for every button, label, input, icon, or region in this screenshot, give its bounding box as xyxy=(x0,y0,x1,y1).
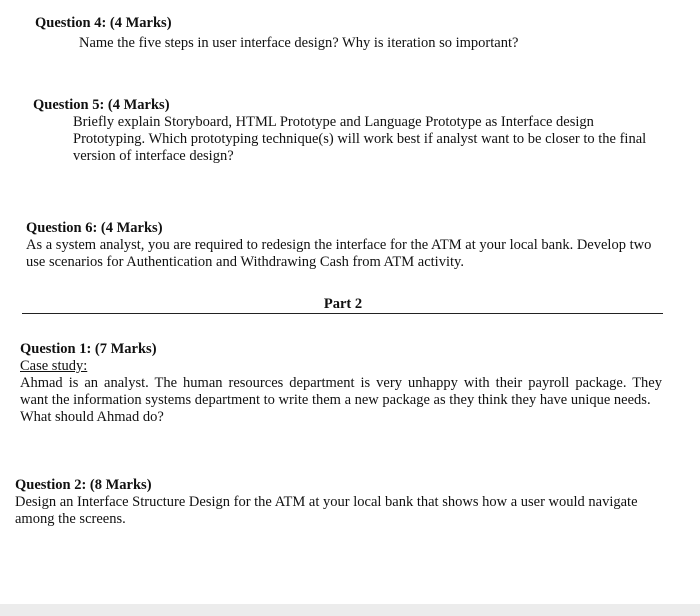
question-6-line-2: use scenarios for Authentication and Withdrawing Cash from ATM activity. xyxy=(26,254,464,270)
part-2-question-1-line-3: What should Ahmad do? xyxy=(20,409,164,425)
part-2-question-2-title: Question 2: (8 Marks) xyxy=(15,477,152,493)
question-5-line-2: Prototyping. Which prototyping technique(s) will work best if analyst want to be closer to the final xyxy=(73,131,647,147)
part-2-question-2 xyxy=(15,477,638,528)
part-2-question-1-line-2: want the information systems department to write them a new package as they think they have unique needs. xyxy=(20,392,651,408)
section-divider xyxy=(22,313,663,314)
question-5-line-1: Briefly explain Storyboard, HTML Prototype and Language Prototype as Interface design xyxy=(73,114,594,130)
question-6 xyxy=(26,220,651,271)
page-bottom-edge xyxy=(0,604,700,616)
question-4 xyxy=(35,15,518,52)
part-2-question-1-title: Question 1: (7 Marks) xyxy=(20,341,157,357)
question-5 xyxy=(33,97,646,165)
question-4-title: Question 4: (4 Marks) xyxy=(35,15,172,31)
question-5-body xyxy=(73,114,646,165)
question-4-line-1: Name the five steps in user interface design? Why is iteration so important? xyxy=(79,35,519,51)
part-2-heading: Part 2 xyxy=(323,296,363,312)
question-6-title: Question 6: (4 Marks) xyxy=(26,220,163,236)
part-2-question-1-line-1: Ahmad is an analyst. The human resources department is very unhappy with their payroll package. They xyxy=(20,375,662,391)
part-2-question-2-line-2: among the screens. xyxy=(15,511,126,527)
question-5-line-3: version of interface design? xyxy=(73,148,234,164)
case-study-label: Case study: xyxy=(20,358,88,374)
question-5-title: Question 5: (4 Marks) xyxy=(33,97,170,113)
part-2-question-1 xyxy=(20,341,662,426)
part-2-question-2-line-1: Design an Interface Structure Design for the ATM at your local bank that shows how a user would navigate xyxy=(15,494,638,510)
question-6-line-1: As a system analyst, you are required to redesign the interface for the ATM at your local bank. Develop two xyxy=(26,237,652,253)
